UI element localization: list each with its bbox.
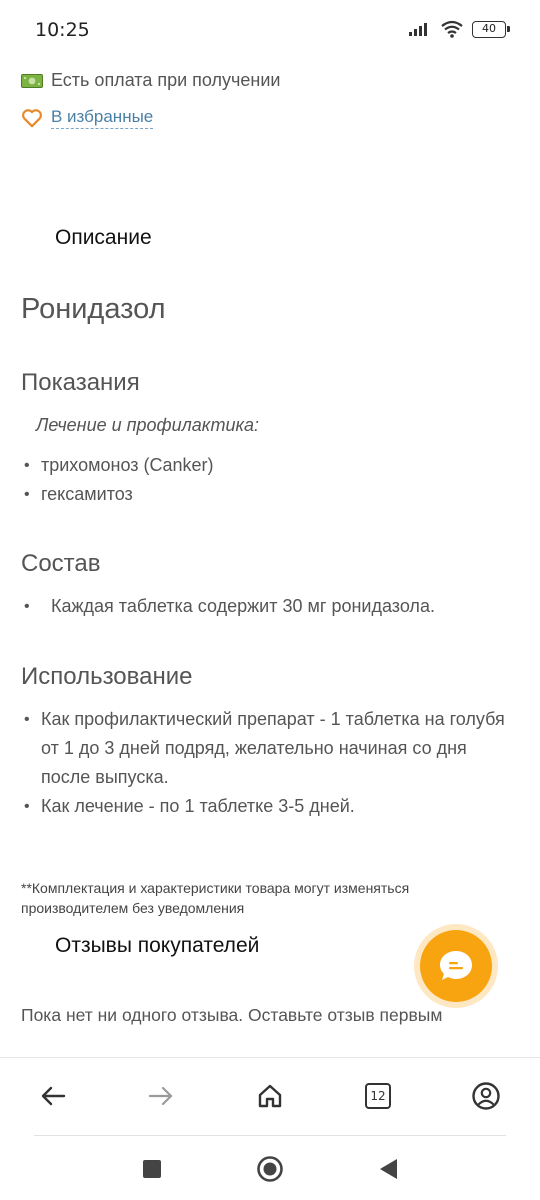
status-icons	[408, 20, 506, 38]
wifi-icon	[440, 20, 464, 38]
description-tab-title: Описание	[55, 226, 152, 249]
list-item: • Как лечение - по 1 таблетке 3-5 дней.	[21, 792, 521, 821]
system-navigation-bar	[0, 1136, 540, 1200]
recents-button[interactable]	[137, 1154, 167, 1184]
reviews-title: Отзывы покупателей	[55, 934, 260, 957]
home-button[interactable]	[250, 1076, 290, 1116]
no-reviews-text: Пока нет ни одного отзыва. Оставьте отзыв первым	[21, 1005, 443, 1025]
home-icon	[257, 1083, 283, 1109]
list-item: • гексамитоз	[21, 480, 214, 509]
list-item: • трихомоноз (Canker)	[21, 451, 214, 480]
tabs-button[interactable]	[358, 1076, 398, 1116]
chat-icon	[437, 948, 475, 984]
triangle-back-icon	[377, 1157, 399, 1181]
back-button[interactable]	[33, 1076, 73, 1116]
indications-heading: Показания	[21, 369, 140, 396]
favorites-row[interactable]	[21, 107, 153, 129]
composition-heading: Состав	[21, 550, 101, 577]
indications-list	[21, 451, 214, 509]
status-bar	[0, 0, 540, 60]
disclaimer-note: **Комплектация и характеристики товара могут изменяться производителем без уведомления	[21, 880, 410, 916]
battery-indicator: 40	[472, 21, 506, 38]
forward-button[interactable]	[141, 1076, 181, 1116]
heart-icon[interactable]	[21, 108, 43, 128]
cash-icon	[21, 73, 43, 89]
browser-toolbar	[0, 1057, 540, 1135]
usage-heading: Использование	[21, 663, 193, 690]
payment-info	[21, 70, 280, 91]
product-heading: Ронидазол	[21, 293, 166, 325]
account-icon	[471, 1081, 501, 1111]
composition-list	[21, 592, 435, 621]
arrow-right-icon	[148, 1085, 174, 1107]
add-to-favorites-link[interactable]: В избранные	[51, 107, 153, 129]
system-home-button[interactable]	[255, 1154, 285, 1184]
square-icon	[142, 1159, 162, 1179]
usage-list	[21, 705, 521, 821]
tabs-count-icon: 12	[365, 1083, 391, 1109]
list-item: • Как профилактический препарат - 1 таблетка на голубя от 1 до 3 дней подряд, желательно начиная со дня после выпуска.	[21, 705, 521, 792]
indications-subtitle: Лечение и профилактика:	[36, 415, 259, 435]
payment-text: Есть оплата при получении	[51, 70, 281, 90]
profile-button[interactable]	[466, 1076, 506, 1116]
system-back-button[interactable]	[373, 1154, 403, 1184]
chat-button[interactable]	[420, 930, 492, 1002]
signal-icon	[408, 21, 432, 37]
status-time: 10:25	[35, 19, 90, 41]
list-item: • Каждая таблетка содержит 30 мг ронидазола.	[21, 592, 435, 621]
arrow-left-icon	[40, 1085, 66, 1107]
circle-icon	[256, 1155, 284, 1183]
